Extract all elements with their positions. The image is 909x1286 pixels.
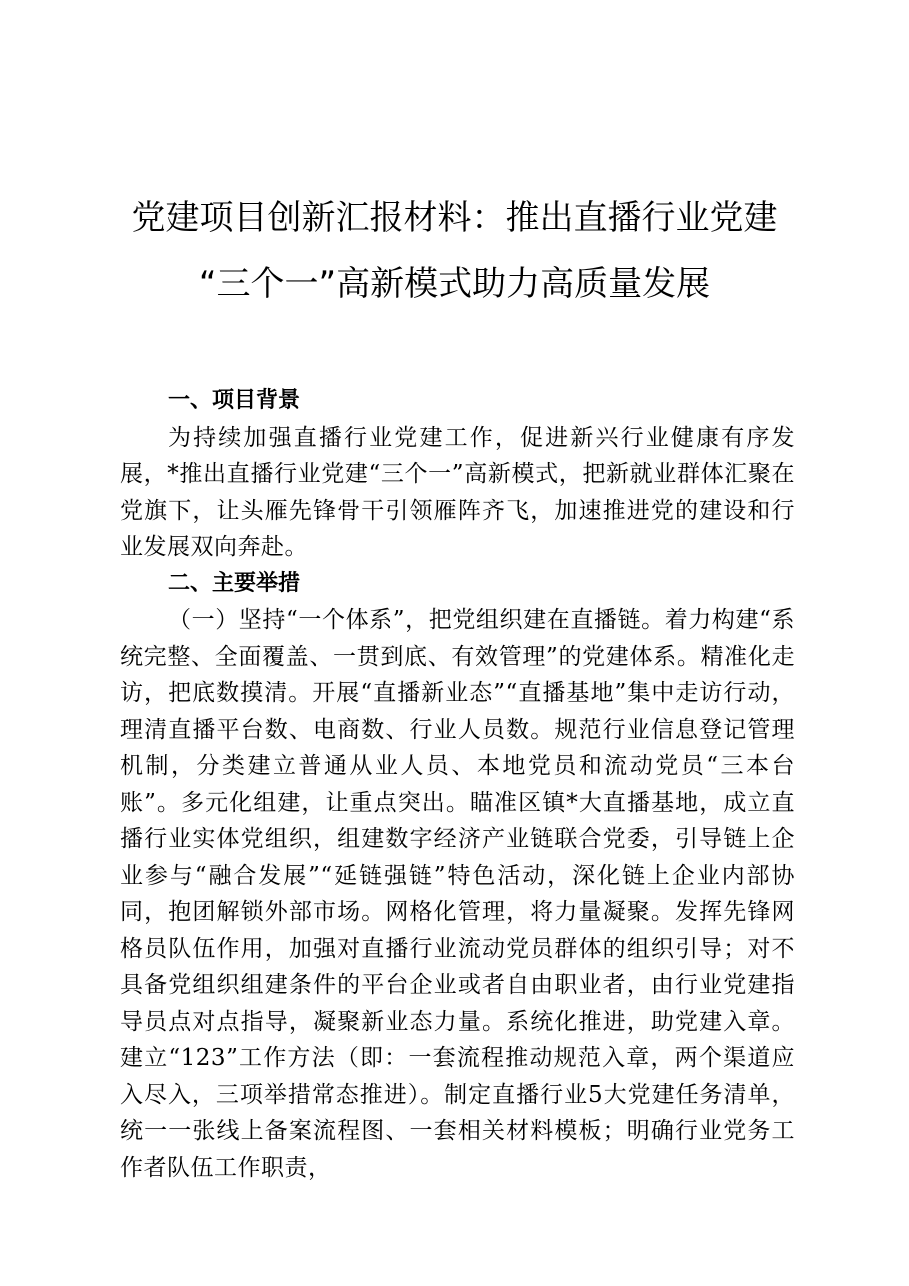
section1-heading: 一、项目背景 [168,388,301,413]
document-title-line2: “三个一”高新模式助力高质量发展 [198,264,711,304]
document-body [120,383,795,1186]
section2-paragraph1: （一）坚持“一个体系”，把党组织建在直播链。着力构建“系统完整、全面覆盖、一贯到底、有效管理”的党建体系。精准化走访，把底数摸清。开展“直播新业态”“直播基地”集中走访行动，理清直播平台数、电商数、行业人员数。规范行业信息登记管理机制，分类建立普通从业人员、本地党员和流动党员“三本台账”。多元化组建，让重点突出。瞄准区镇*大直播基地，成立直播行业实体党组织，组建数字经济产业链联合党委，引导链上企业参与“融合发展”“延链强链”特色活动，深化链上企业内部协同，抱团解锁外部市场。网格化管理，将力量凝聚。发挥先锋网格员队伍作用，加强对直播行业流动党员群体的组织引导；对不具备党组织组建条件的平台企业或者自由职业者，由行业党建指导员点对点指导，凝聚新业态力量。系统化推进，助党建入章。建立“123”工作方法（即：一套流程推动规范入章，两个渠道应入尽入，三项举措常态推进）。制定直播行业5大党建任务清单，统一一张线上备案流程图、一套相关材料模板；明确行业党务工作者队伍工作职责， [120,607,795,1181]
section2-heading: 二、主要举措 [168,570,301,596]
document-title-line1: 党建项目创新汇报材料：推出直播行业党建 [131,198,778,238]
section1-paragraph: 为持续加强直播行业党建工作，促进新兴行业健康有序发展，*推出直播行业党建“三个一”高新模式，把新就业群体汇聚在党旗下，让头雁先锋骨干引领雁阵齐飞，加速推进党的建设和行业发展双向奔赴。 [120,424,795,560]
